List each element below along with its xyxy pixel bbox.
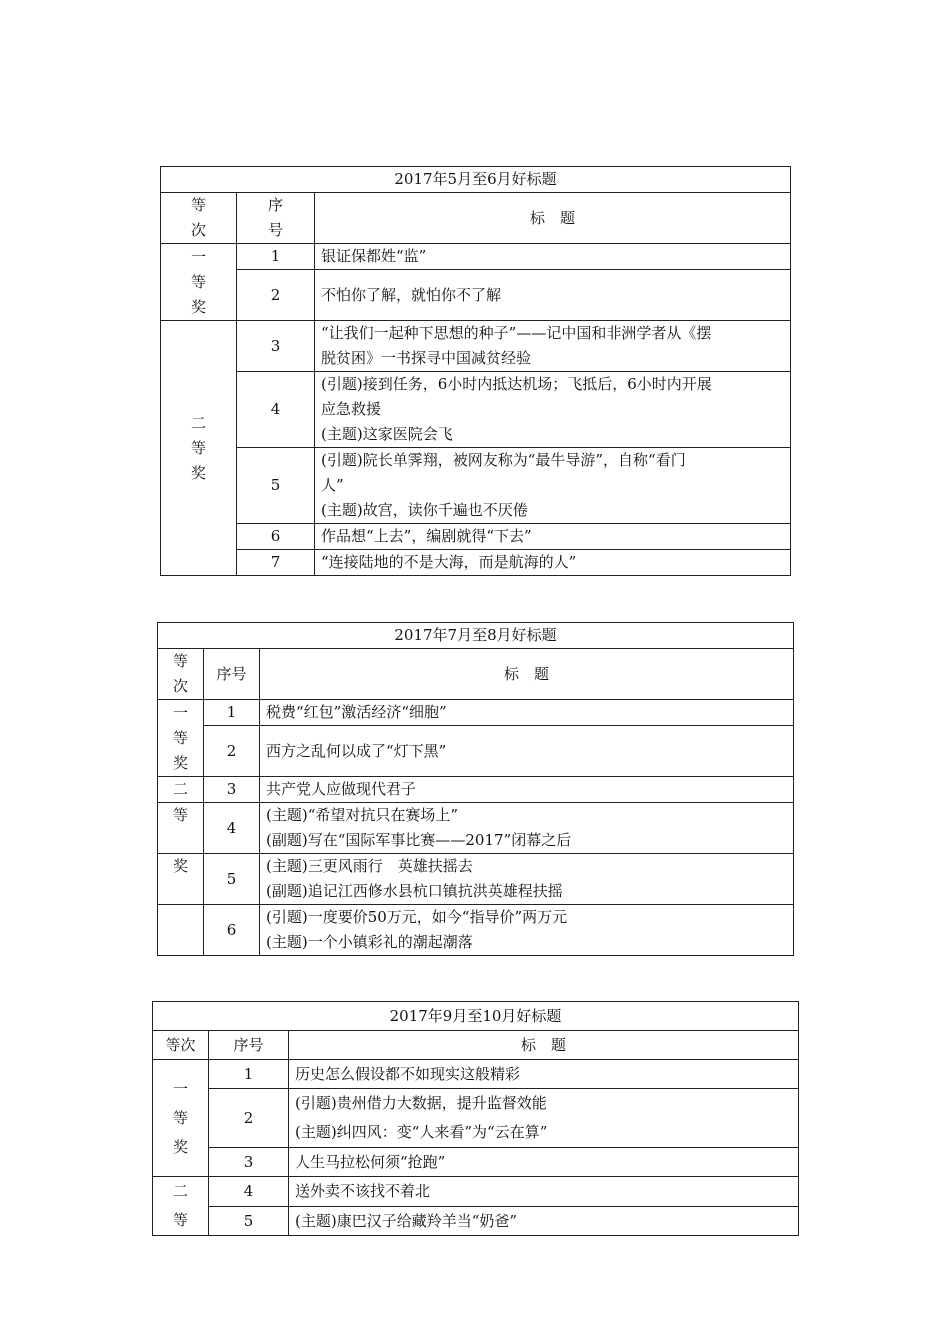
row-number: 3 [209, 1148, 289, 1177]
row-title: (主题)“希望对抗只在赛场上” (副题)写在“国际军事比赛——2017”闭幕之后 [260, 803, 794, 854]
row-title: 不怕你了解，就怕你不了解 [315, 270, 791, 321]
row-number: 4 [237, 372, 315, 448]
grade-empty-cell [158, 905, 204, 956]
award-table-september-october [152, 1001, 799, 1236]
grade-second-prize-char-1: 二 [158, 777, 204, 803]
header-number: 序号 [204, 649, 260, 700]
row-title: 共产党人应做现代君子 [260, 777, 794, 803]
header-number: 序 号 [237, 193, 315, 244]
table-caption: 2017年9月至10月好标题 [153, 1002, 799, 1031]
grade-second-prize: 二 等 [153, 1177, 209, 1236]
row-number: 2 [237, 270, 315, 321]
grade-second-prize-char-3: 奖 [158, 854, 204, 905]
row-number: 3 [204, 777, 260, 803]
row-title: 税费“红包”激活经济“细胞” [260, 700, 794, 726]
row-number: 2 [204, 726, 260, 777]
row-title: (引题)接到任务，6小时内抵达机场；飞抵后，6小时内开展 应急救援 (主题)这家医院会飞 [315, 372, 791, 448]
row-number: 5 [237, 448, 315, 524]
award-table-may-june [160, 166, 791, 576]
table-caption: 2017年5月至6月好标题 [161, 167, 791, 193]
row-number: 1 [204, 700, 260, 726]
header-title: 标 题 [289, 1031, 799, 1060]
row-title: (引题)一度要价50万元，如今“指导价”两万元 (主题)一个小镇彩礼的潮起潮落 [260, 905, 794, 956]
grade-first-prize: 一 等 奖 [158, 700, 204, 777]
header-grade: 等 次 [158, 649, 204, 700]
header-grade: 等 次 [161, 193, 237, 244]
row-number: 4 [209, 1177, 289, 1207]
grade-first-prize: 一 等 奖 [153, 1060, 209, 1177]
award-table-july-august [157, 622, 794, 956]
row-title: (引题)院长单霁翔，被网友称为“最牛导游”，自称“看门 人” (主题)故宫，读你千遍也不厌倦 [315, 448, 791, 524]
row-title: 人生马拉松何须“抢跑” [289, 1148, 799, 1177]
row-number: 7 [237, 550, 315, 576]
row-number: 6 [204, 905, 260, 956]
row-number: 5 [209, 1207, 289, 1236]
grade-first-prize: 一 等 奖 [161, 244, 237, 321]
row-title: 历史怎么假设都不如现实这般精彩 [289, 1060, 799, 1089]
row-number: 5 [204, 854, 260, 905]
row-title: 作品想“上去”，编剧就得“下去” [315, 524, 791, 550]
row-title: (主题)三更风雨行 英雄扶摇去 (副题)追记江西修水县杭口镇抗洪英雄程扶摇 [260, 854, 794, 905]
row-number: 3 [237, 321, 315, 372]
row-number: 6 [237, 524, 315, 550]
row-title: 银证保都姓“监” [315, 244, 791, 270]
grade-second-prize: 二 等 奖 [161, 321, 237, 576]
grade-second-prize-char-2: 等 [158, 803, 204, 854]
row-number: 1 [209, 1060, 289, 1089]
row-number: 2 [209, 1089, 289, 1148]
header-number: 序号 [209, 1031, 289, 1060]
row-title: “连接陆地的不是大海，而是航海的人” [315, 550, 791, 576]
header-title: 标 题 [315, 193, 791, 244]
row-number: 4 [204, 803, 260, 854]
row-title: (主题)康巴汉子给藏羚羊当“奶爸” [289, 1207, 799, 1236]
row-title: “让我们一起种下思想的种子”——记中国和非洲学者从《摆 脱贫困》一书探寻中国减贫经验 [315, 321, 791, 372]
header-grade: 等次 [153, 1031, 209, 1060]
row-number: 1 [237, 244, 315, 270]
table-caption: 2017年7月至8月好标题 [158, 623, 794, 649]
row-title: 西方之乱何以成了“灯下黑” [260, 726, 794, 777]
row-title: (引题)贵州借力大数据，提升监督效能 (主题)纠四风：变“人来看”为“云在算” [289, 1089, 799, 1148]
header-title: 标 题 [260, 649, 794, 700]
row-title: 送外卖不该找不着北 [289, 1177, 799, 1207]
